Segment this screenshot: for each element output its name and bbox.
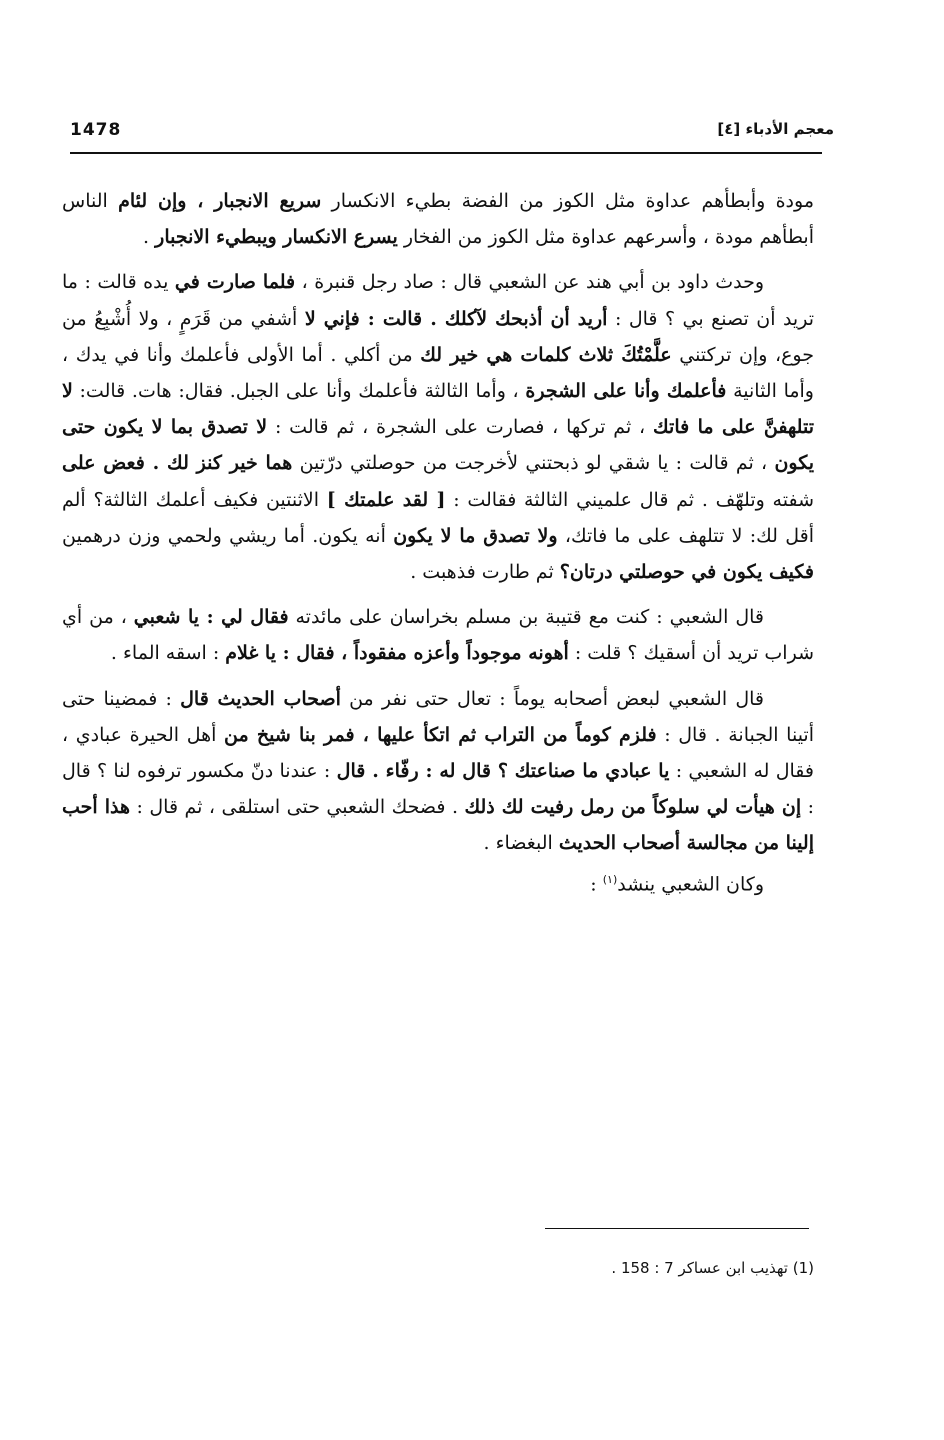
- bold-run: أريد أن أذبحك لآكلك . قالت : فإني لا: [304, 307, 608, 330]
- footnote-reference[interactable]: (١): [602, 872, 618, 886]
- bold-run: فلما صارت في: [174, 271, 296, 294]
- bold-run: فأعلمك وأنا على الشجرة: [525, 380, 727, 403]
- text-run: ، وأما الثالثة فأعلمك وأنا على الجبل. فقال: هات. قالت:: [72, 380, 526, 403]
- text-run: ثم طارت فذهبت .: [410, 561, 560, 584]
- text-run: ، ثم قالت : يا شقي لو ذبحتني لأخرجت من حوصلتي درّتين: [292, 452, 775, 475]
- bold-run: فلزم كوماً من التراب ثم اتكأ عليها ، فمر بنا شيخ من: [224, 723, 657, 746]
- text-run: :: [590, 872, 603, 895]
- bold-run: يسرع الانكسار ويبطيء الانجبار: [155, 226, 398, 249]
- footnote-rule: [545, 1228, 809, 1229]
- bold-run: [ لقد علمتك ]: [326, 488, 446, 511]
- bold-run: لا تصدق بما لا يكون حتى يكون: [62, 416, 814, 475]
- text-run: قال الشعبي : كنت مع قتيبة بن مسلم بخراسان على مائدته: [288, 606, 764, 629]
- text-run: أنه يكون. أما ريشي ولحمي وزن درهمين: [62, 524, 394, 547]
- text-run: من أكلي . أما الأولى فأعلمك وأنا في يدك ، وأما الثانية: [62, 343, 814, 403]
- bold-run: أصحاب الحديث قال: [180, 687, 341, 710]
- text-run: : اسقه الماء .: [110, 642, 226, 665]
- bold-run: ولا تصدق ما لا يكون: [393, 524, 558, 547]
- bold-run: فقال لي : يا شعبي: [133, 606, 289, 629]
- paragraph-2: [62, 264, 814, 590]
- text-run: الناس أبطأهم مودة ، وأسرعهم عداوة مثل الكوز من الفخار: [62, 190, 814, 249]
- bold-run: لا تتلهفنَّ على ما فاتك: [62, 380, 814, 439]
- page-number: 1478: [70, 120, 122, 140]
- text-run: وحدث داود بن أبي هند عن الشعبي قال : صاد رجل قنبرة ،: [295, 271, 765, 294]
- text-run: ، ثم تركها ، فصارت على الشجرة ، ثم قالت :: [267, 416, 654, 439]
- bold-run: يا عبادي ما صناعتك ؟ قال له : رفّاء . قال: [336, 760, 670, 783]
- running-title: معجم الأدباء [٤]: [717, 120, 834, 138]
- paragraph-1: [62, 183, 814, 255]
- text-run: شفته وتلهّف . ثم قال علميني الثالثة فقالت :: [445, 488, 815, 511]
- text-run: .: [143, 226, 156, 249]
- text-run: أشفي من قَرَمٍ ، ولا أُشْبِعُ من جوع، وإن تركتني: [62, 307, 814, 366]
- text-run: قال الشعبي لبعض أصحابه يوماً : تعال حتى نفر من: [340, 687, 764, 710]
- paragraph-3: [62, 599, 814, 671]
- text-run: وكان الشعبي ينشد: [617, 872, 764, 895]
- text-run: يده قالت : ما تريد أن تصنع بي ؟ قال :: [62, 271, 814, 330]
- bold-run: فكيف يكون في حوصلتي درتان؟: [559, 561, 814, 584]
- bold-run: أهونه موجوداً وأعزه مفقوداً ، فقال : يا غلام: [225, 642, 569, 665]
- text-run: مودة وأبطأهم عداوة مثل الكوز من الفضة بطيء الانكسار: [321, 190, 814, 212]
- header-rule: [70, 152, 822, 154]
- footnote: (1) تهذيب ابن عساكر 7 : 158 .: [611, 1259, 814, 1277]
- bold-run: إن هيأت لي سلوكاً من رمل رفيت لك ذلك: [464, 796, 802, 819]
- bold-run: سريع الانجبار ، وإن لئام: [118, 190, 322, 212]
- bold-run: علَّمْتُكَ ثلاث كلمات هي خير لك: [420, 343, 672, 366]
- paragraph-4: [62, 681, 814, 862]
- page-header: [70, 120, 834, 150]
- text-run: الاثنتين فكيف أعلمك الثالثة؟ ألم أقل لك: لا تتلهف على ما فاتك،: [62, 488, 814, 547]
- text-run: أهل الحيرة عبادي ، فقال له الشعبي :: [62, 723, 815, 783]
- bold-run: هذا أحب إلينا من مجالسة أصحاب الحديث: [62, 796, 814, 855]
- text-run: : فمضينا حتى أتينا الجبانة . قال :: [62, 687, 814, 746]
- paragraph-5: [62, 862, 814, 903]
- text-run: البغضاء .: [483, 832, 559, 855]
- body-text: [62, 183, 814, 902]
- bold-run: هما خير كنز لك . فعض على: [62, 452, 293, 475]
- text-run: . فضحك الشعبي حتى استلقى ، ثم قال :: [130, 796, 465, 819]
- text-run: ، من أي شراب تريد أن أسقيك ؟ قلت :: [62, 606, 814, 665]
- text-run: : عندنا دنّ مكسور ترفوه لنا ؟ قال :: [62, 760, 814, 819]
